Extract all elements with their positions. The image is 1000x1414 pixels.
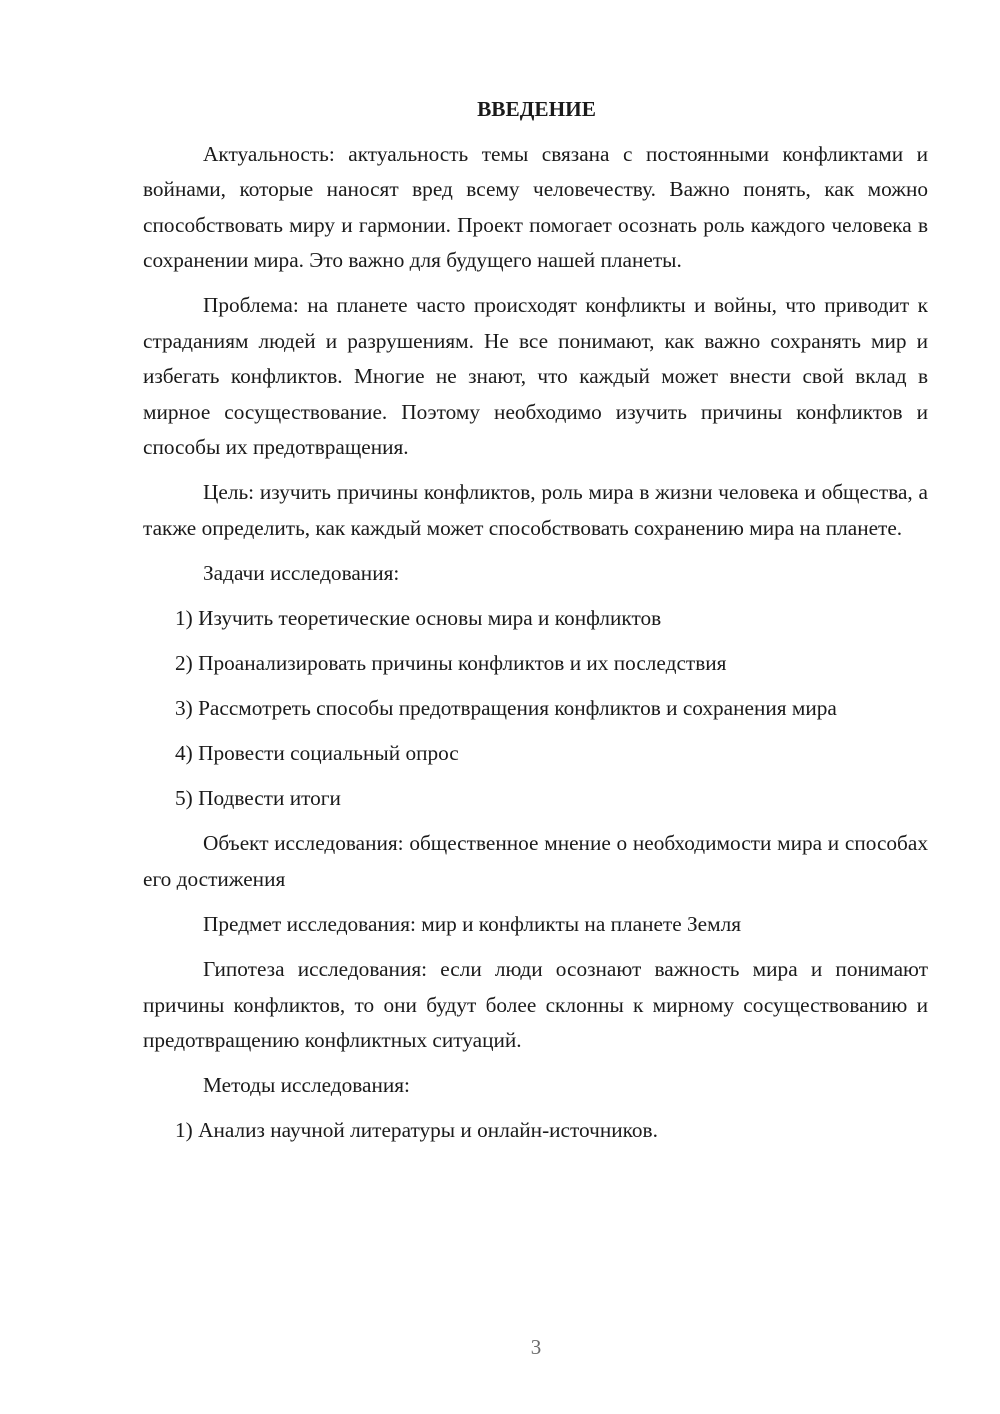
methods-heading: Методы исследования: <box>203 1073 410 1098</box>
task-item: 2) Проанализировать причины конфликтов и их последствия <box>175 650 727 675</box>
page-number: 3 <box>530 1335 542 1359</box>
tasks-heading: Задачи исследования: <box>203 560 400 585</box>
task-item: 1) Изучить теоретические основы мира и конфликтов <box>175 605 662 630</box>
goal-paragraph: Цель: изучить причины конфликтов, роль мира в жизни человека и общества, а также определить, как каждый может способствовать сохранению мира на планете. <box>143 480 928 540</box>
hypothesis-paragraph: Гипотеза исследования: если люди осознают важность мира и понимают причины конфликтов, то они будут более склонны к мирному сосуществованию и предотвращению конфликтных ситуаций. <box>143 957 928 1053</box>
object-paragraph: Объект исследования: общественное мнение о необходимости мира и способах его достижения <box>143 831 928 891</box>
problem-paragraph: Проблема: на планете часто происходят конфликты и войны, что приводит к страданиям людей и разрушениям. Не все понимают, как важно сохранять мир и избегать конфликтов. Многие не знают, что каждый может внести свой вклад в мирное сосуществование. Поэтому необходимо изучить причины конфликтов и способы их предотвращения. <box>143 293 928 460</box>
task-item: 5) Подвести итоги <box>175 786 341 811</box>
page-content <box>143 92 928 1158</box>
subject-paragraph: Предмет исследования: мир и конфликты на планете Земля <box>203 911 742 936</box>
section-title: ВВЕДЕНИЕ <box>477 97 596 121</box>
method-item: 1) Анализ научной литературы и онлайн-источников. <box>175 1118 658 1143</box>
relevance-paragraph: Актуальность: актуальность темы связана с постоянными конфликтами и войнами, которые наносят вред всему человечеству. Важно понять, как можно способствовать миру и гармонии. Проект помогает осознать роль каждого человека в сохранении мира. Это важно для будущего нашей планеты. <box>143 141 928 272</box>
task-item: 4) Провести социальный опрос <box>175 741 459 766</box>
task-item: 3) Рассмотреть способы предотвращения конфликтов и сохранения мира <box>175 696 837 721</box>
